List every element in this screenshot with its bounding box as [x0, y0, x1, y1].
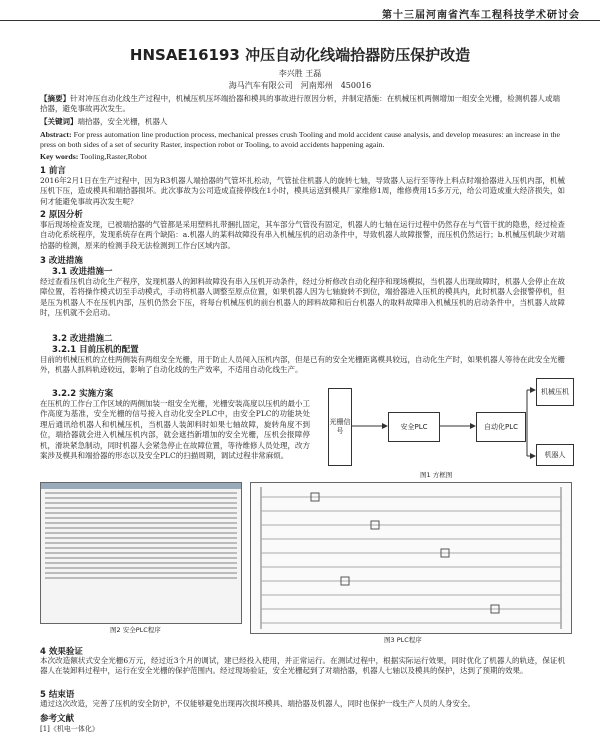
- abstract-text: 针对冲压自动化线生产过程中，机械压机压坏端拾器和模具的事故进行原因分析，并制定措施：在机械压机两侧增加一组安全光栅，检测机器人或端拾器，避免事故再次发生。: [40, 94, 561, 114]
- block-diagram-arrows: [322, 376, 572, 476]
- keywords-en-label: Key words:: [40, 152, 79, 161]
- references-title: 参考文献: [40, 714, 75, 724]
- paper-title: HNSAE16193 冲压自动化线端拾器防压保护改造: [129, 46, 471, 64]
- section-3-1-title: 3.1 改进措施一: [52, 267, 113, 277]
- safety-plc-box: 安全PLC: [388, 412, 440, 442]
- section-3-1-text: 经过查看压机自动化生产程序，发现机器人的卸料故障没有串入压机开动条件，经过分析修改自动化程序和现场模拟，当机器人出现故障时，机器人会停止在故障位置，若将操作模式切至手动模式，手动将机器人调整至原点位置，如果机器人因为七轴旋转不到位，端拾器进入压机的模具内，此时机器人会报警停机，但是压为机器人不在压机内部，压机仍然会下压，将每台机械压机的前台机器人的卸料故障和后台机器人的取料故障串入机械压机的启动条件中，当机器人故障时，压机就不会启动。: [40, 277, 565, 318]
- keywords-text: 端拾器，安全光栅，机器人: [77, 117, 168, 126]
- abstract: [40, 94, 560, 115]
- section-3-2-1-title: 3.2.1 目前压机的配置: [52, 345, 139, 355]
- abstract-en-text: For press automation line production process, mechanical presses crush Tooling and mold accident cause analysis, and develop measures: an increase in the press on both sides of a set of security Raster, inspection robot or Tooling, to avoid accidents happening again.: [40, 130, 560, 150]
- section-5-title: 5 结束语: [40, 690, 75, 700]
- automation-plc-box: 自动化PLC: [476, 412, 526, 442]
- robot-box: 机器人: [536, 444, 574, 466]
- safety-plc-program-image: [40, 482, 242, 624]
- section-4-title: 4 效果验证: [40, 647, 83, 657]
- figure-3-caption: 图3 PLC程序: [384, 636, 422, 644]
- grating-signal-box: 光栅信号: [328, 388, 352, 466]
- figure-1-caption: 图1 方框图: [420, 471, 453, 479]
- keywords-label: 【关键词】: [40, 117, 78, 126]
- section-3-2-2-text: 在压机的工作台工作区域的两侧加装一组安全光栅，光栅安装高度以压机的最小工作高度为基准，安全光栅的信号接入自动化安全PLC中，由安全PLC的功能块处理后通讯给机器人和机械压机，当机器人装卸料时如果七轴故障，旋转角度不到位，端拾器就会进入机械压机内部，就会遮挡新增加的安全光栅，压机会报障停机，滑块紧急制动，同时机器人会紧急停止在故障位置，等待维修人员处理，改方案涉及模具和端拾器的形态以及安全PLC的扫描周期，调试过程非常麻烦。: [40, 399, 310, 461]
- section-1-title: 1 前言: [40, 166, 66, 176]
- section-3-title: 3 改进措施: [40, 256, 83, 266]
- keywords-en-text: Tooling,Raster,Robot: [80, 152, 147, 161]
- ladder-diagram: [251, 483, 571, 633]
- abstract-en: [40, 130, 560, 151]
- affiliation: 海马汽车有限公司 河南郑州 450016: [228, 81, 372, 90]
- screenshot-titlebar: [41, 483, 241, 489]
- section-3-2-title: 3.2 改进措施二: [52, 334, 113, 344]
- authors: 李兴胜 王磊: [278, 69, 322, 78]
- abstract-en-label: Abstract:: [40, 130, 72, 139]
- reference-1: [1]《机电一体化》: [40, 725, 99, 733]
- mechanical-press-box: 机械压机: [536, 378, 574, 406]
- section-1-text: 2016年2月1日在生产过程中，因为R3机器人端拾器的气管坏扎松动，气管扯住机器人的旋转七轴，导致器人运行至等待上料点时端拾器进入压机内部，机械压机下压，造成模具和端拾器损坏。此次事故为公司造成直接停线在1小时，模具运送到模具厂家维修1周，维修费用15多万元，给公司造成重大经济损失，如何才能避免事故再次发生呢？: [40, 176, 565, 206]
- section-3-2-2-title: 3.2.2 实施方案: [52, 389, 114, 399]
- section-4-text: 本次改造额状式安全光栅6万元，经过近3个月的调试，建已经投入使用，并正常运行。在测试过程中，根据实际运行效果，同时优化了机器人的轨迹，保证机器人在装卸料过程中，运行在安全光栅的保护范围内。经过现场验证，安全光栅起到了对端拾器，机器人七轴以及模具的保护，达到了预期的效果。: [40, 656, 565, 676]
- header-rule: [0, 20, 600, 21]
- section-5-text: 通过这次改造，完善了压机的安全防护，不仅能够避免出现再次损坏模具、端拾器及机器人，同时也保护一线生产人员的人身安全。: [40, 699, 475, 708]
- section-2-text: 事后现场检查发现，已被端拾器的气管都是采用塑料扎带捆扎固定，其车部分气管没有固定，机器人的七轴在运行过程中仍然存在与气管干扰的隐患，经过检查自动化系统程序，发现系统存在两个缺陷：a.机器人的某料故障没有串入机械压机的启动条件中，导致机器人故障报警，而压机仍然运行；b.机械压机缺少对端拾器的检测，原来的检测手段无法检测到工作台区域内部。: [40, 220, 565, 250]
- keywords: [40, 117, 560, 127]
- running-head: 第十三届河南省汽车工程科技学术研讨会: [382, 10, 580, 21]
- keywords-en: [40, 152, 560, 162]
- section-3-2-1-text: 目前的机械压机的立柱两侧装有两组安全光栅，用于防止人员闯入压机内部，但是已有的安全光栅距离模具较远，自动化生产时，如果机器人等待在此安全光栅外，机器人抓料轨迹较远，影响了自动化线的生产效率，不适用自动化线生产。: [40, 355, 565, 375]
- plc-program-image: [250, 482, 572, 634]
- section-2-title: 2 原因分析: [40, 210, 83, 220]
- abstract-label: 【摘要】: [40, 94, 71, 103]
- figure-2-caption: 图2 安全PLC程序: [110, 626, 161, 634]
